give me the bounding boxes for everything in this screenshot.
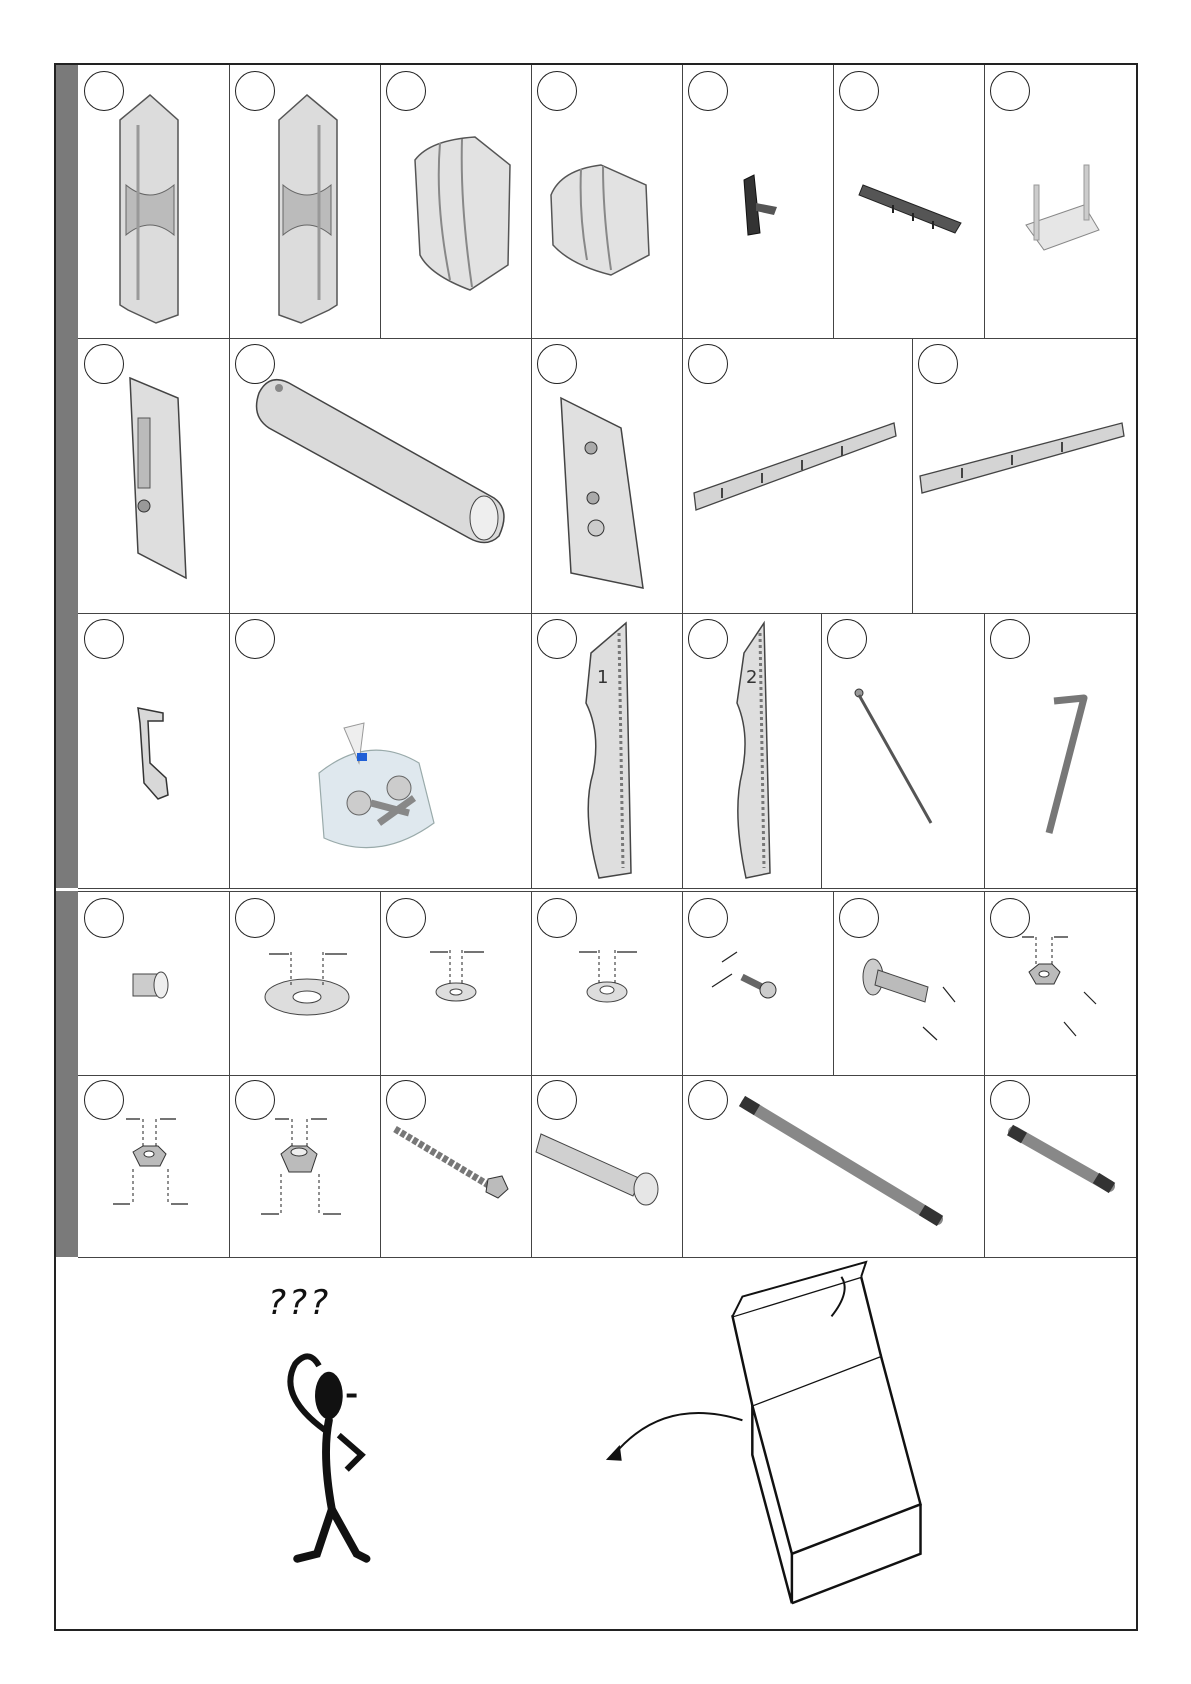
part-cell bbox=[531, 65, 683, 338]
part-cell bbox=[833, 892, 985, 1075]
part-number-circle bbox=[235, 619, 275, 659]
part-number-circle bbox=[537, 344, 577, 384]
part-number-circle bbox=[827, 619, 867, 659]
part-number-circle bbox=[839, 898, 879, 938]
parts-row-4 bbox=[78, 891, 1136, 1076]
part-number-circle bbox=[537, 898, 577, 938]
part-number-circle bbox=[839, 71, 879, 111]
part-cell bbox=[380, 65, 532, 338]
part-cell bbox=[78, 1074, 230, 1257]
part-number-circle bbox=[990, 898, 1030, 938]
parts-sheet bbox=[54, 63, 1138, 1631]
cylinder-tube-icon bbox=[229, 338, 531, 613]
part-cell bbox=[78, 613, 230, 888]
confused-figure-icon bbox=[56, 1257, 1136, 1629]
side-bar-main-parts bbox=[56, 65, 78, 888]
part-cell bbox=[229, 892, 381, 1075]
part-cell bbox=[229, 65, 381, 338]
part-cell bbox=[78, 65, 230, 338]
part-number-circle bbox=[990, 1080, 1030, 1120]
part-cell bbox=[984, 65, 1140, 338]
part-cell bbox=[682, 892, 834, 1075]
part-cell bbox=[912, 338, 1140, 613]
part-number-circle bbox=[84, 344, 124, 384]
part-cell bbox=[78, 892, 230, 1075]
part-cell bbox=[531, 892, 683, 1075]
part-cell bbox=[682, 613, 822, 888]
part-cell bbox=[531, 1074, 683, 1257]
hardware-bag-icon bbox=[229, 613, 531, 888]
part-cell bbox=[984, 1074, 1140, 1257]
part-number-circle bbox=[688, 344, 728, 384]
part-number-circle bbox=[235, 1080, 275, 1120]
arm-number-label: 1 bbox=[597, 667, 609, 688]
arm-number-label: 2 bbox=[746, 667, 758, 688]
part-cell bbox=[682, 65, 834, 338]
instruction-illustration bbox=[56, 1257, 1136, 1629]
part-number-circle bbox=[537, 619, 577, 659]
parts-row-2 bbox=[78, 338, 1136, 614]
part-number-circle bbox=[537, 1080, 577, 1120]
part-number-circle bbox=[84, 1080, 124, 1120]
part-cell bbox=[833, 65, 985, 338]
part-number-circle bbox=[235, 898, 275, 938]
part-cell bbox=[984, 613, 1140, 888]
part-cell bbox=[229, 1074, 381, 1257]
part-number-circle bbox=[688, 619, 728, 659]
part-number-circle bbox=[990, 71, 1030, 111]
part-number-circle bbox=[990, 619, 1030, 659]
part-cell bbox=[821, 613, 985, 888]
part-number-circle bbox=[235, 344, 275, 384]
parts-row-3 bbox=[78, 613, 1136, 889]
part-number-circle bbox=[386, 1080, 426, 1120]
part-number-circle bbox=[386, 71, 426, 111]
part-number-circle bbox=[84, 619, 124, 659]
part-cell bbox=[984, 892, 1140, 1075]
part-number-circle bbox=[84, 898, 124, 938]
part-number-circle bbox=[537, 71, 577, 111]
part-cell bbox=[78, 338, 230, 613]
part-cell bbox=[531, 338, 683, 613]
part-number-circle bbox=[918, 344, 958, 384]
part-number-circle bbox=[688, 898, 728, 938]
part-cell bbox=[380, 1074, 532, 1257]
question-marks-label: ??? bbox=[268, 1283, 332, 1323]
part-number-circle bbox=[688, 71, 728, 111]
part-number-circle bbox=[386, 898, 426, 938]
part-cell bbox=[531, 613, 683, 888]
part-cell bbox=[682, 338, 913, 613]
part-number-circle bbox=[688, 1080, 728, 1120]
part-number-circle bbox=[235, 71, 275, 111]
part-cell bbox=[229, 338, 532, 613]
part-cell bbox=[682, 1074, 985, 1257]
side-bar-hardware bbox=[56, 891, 78, 1257]
part-number-circle bbox=[84, 71, 124, 111]
parts-row-5 bbox=[78, 1074, 1136, 1258]
part-cell bbox=[380, 892, 532, 1075]
part-cell bbox=[229, 613, 532, 888]
parts-row-1 bbox=[78, 65, 1136, 339]
